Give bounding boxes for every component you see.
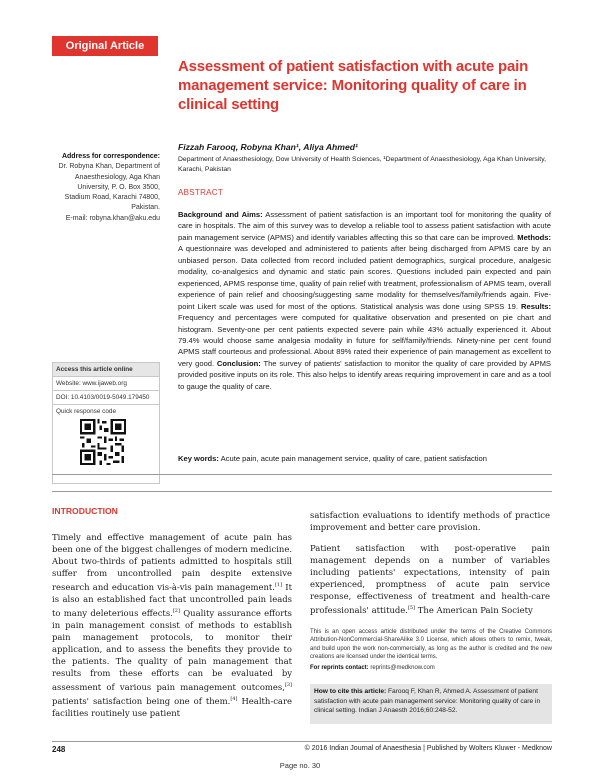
access-website: Website: www.ijaweb.org xyxy=(53,377,159,391)
abstract-results-text: Frequency and percentages were computed for qualitative observation and presented on pie chart and histogram. Seventy-one per cent patients expected severe pain while 43% actually experienced it. About 79.4% would choose same analgesia modality in future for self/family/friends. Ninety-nine per cent found APMS staff courteous and professional. About 89% rated their experience of pain management as excellent to very good. xyxy=(178,313,551,368)
abstract-background-label: Background and Aims: xyxy=(178,210,263,219)
divider xyxy=(52,474,552,475)
correspondence-text: Dr. Robyna Khan, Department of Anaesthesiology, Aga Khan University, P. O. Box 3500, Stadium Road, Karachi 74800, Pakistan. xyxy=(58,163,160,212)
license-note: This is an open access article distributed under the terms of the Creative Commons Attribution-NonCommercial-ShareAlike 3.0 License, which allows others to remix, tweak, and build upon the work non-commercially, as long as the author is credited and the new creations are licensed under the identical terms. xyxy=(310,629,552,661)
correspondence-email: E-mail: robyna.khan@aku.edu xyxy=(65,214,160,222)
reprints-contact: For reprints contact: reprints@medknow.com xyxy=(310,665,435,671)
qr-label: Quick response code xyxy=(56,408,117,415)
abstract-methods-label: Methods: xyxy=(517,232,551,242)
abstract-background-text: Assessment of patient satisfaction is an important tool for monitoring the quality of care in hospitals. The aim of this survey was to develop a reliable tool to assess patient satisfaction with acute pain management service (APMS) and identify variables affecting this so that care can be improved. xyxy=(178,210,551,242)
abstract-methods-text: A questionnaire was developed and administered to patients after being discharged from APMS care by an unbiased person. Data collected from record included patient demographics, surgical procedure, analgesic modality, co-analgesics and dynamic and static pain scores. Questions included pain expected and pain experienced, APMS response time, quality of pain relief with treatment, professionalism of APMS team, overall experience of pain relief and choosing/suggesting same modality for themselves/family/friends again. Five-point Likert scale was used for most of the options. Statistical analysis was done using SPSS 19. xyxy=(178,244,551,311)
pdf-page-number: Page no. 30 xyxy=(279,761,321,770)
journal-footer: © 2016 Indian Journal of Anaesthesia | Published by Wolters Kluwer - Medknow xyxy=(304,745,552,752)
qr-code-icon xyxy=(80,419,126,465)
access-online-box xyxy=(52,362,160,484)
body-column-left xyxy=(52,531,292,719)
abstract-body xyxy=(178,209,551,392)
journal-page-number: 248 xyxy=(52,745,66,754)
intro-paragraph-3: Patient satisfaction with post-operative pain management depends on a number of variables including patients' expectations, intensity of pain experienced, promptness of acute pain service response, effectiveness of treatment and health-care professionals' attitude.[5] The American Pain Society xyxy=(310,543,550,616)
abstract-heading: ABSTRACT xyxy=(178,188,224,197)
correspondence-label: Address for correspondence: xyxy=(61,153,160,160)
article-type-badge: Original Article xyxy=(52,36,158,56)
divider xyxy=(52,491,552,492)
correspondence-address xyxy=(52,152,160,224)
article-title: Assessment of patient satisfaction with acute pain management service: Monitoring quality of care in clinical setting xyxy=(178,58,529,113)
keywords-label: Key words: xyxy=(178,454,219,463)
body-column-right xyxy=(310,509,550,616)
affiliations: Department of Anaesthesiology, Dow University of Health Sciences, ¹Department of Anaesthesiology, Aga Khan University, Karachi, Pakistan xyxy=(178,156,546,173)
footer-divider xyxy=(52,741,552,742)
keywords xyxy=(178,453,551,464)
authors: Fizzah Farooq, Robyna Khan¹, Aliya Ahmed¹ xyxy=(178,142,358,152)
how-to-cite-box: How to cite this article: Farooq F, Khan R, Ahmed A. Assessment of patient satisfaction with acute pain management service: Monitoring quality of care in clinical setting. Indian J Anaesth 2016;60:248-52. xyxy=(310,684,552,724)
introduction-heading: INTRODUCTION xyxy=(52,506,118,516)
abstract-conclusion-text: The survey of patients' satisfaction to monitor the quality of care provided by APMS provided positive inputs on its role. This also helps to identify areas requiring improvement in care and as a tool to gauge the quality of care. xyxy=(178,358,551,391)
intro-paragraph-2: satisfaction evaluations to identify methods of practice improvement and better care provision. xyxy=(310,510,550,533)
abstract-results-label: Results: xyxy=(521,301,551,311)
access-header: Access this article online xyxy=(53,363,159,377)
intro-paragraph-1: Timely and effective management of acute pain has been one of the biggest challenges of modern medicine. About two-thirds of patients admitted to hospitals still suffer from uncontrolled pain despite extensive research and education vis-à-vis pain management.[1] It is also an established fact that uncontrolled pain leads to many deleterious effects.[2] Quality assurance efforts in pain management consist of methods to establish pain management protocols, to monitor their application, and to assess the benefits they provide to the patients. The quality of pain management that results from these efforts can be evaluated by assessment of various pain management outcomes,[3] patients' satisfaction being one of them.[4] Health-care facilities routinely use patient xyxy=(52,532,292,718)
keywords-text: Acute pain, acute pain management service, quality of care, patient satisfaction xyxy=(218,454,487,463)
access-doi: DOI: 10.4103/0019-5049.179450 xyxy=(53,391,159,405)
abstract-conclusion-label: Conclusion: xyxy=(216,358,261,368)
